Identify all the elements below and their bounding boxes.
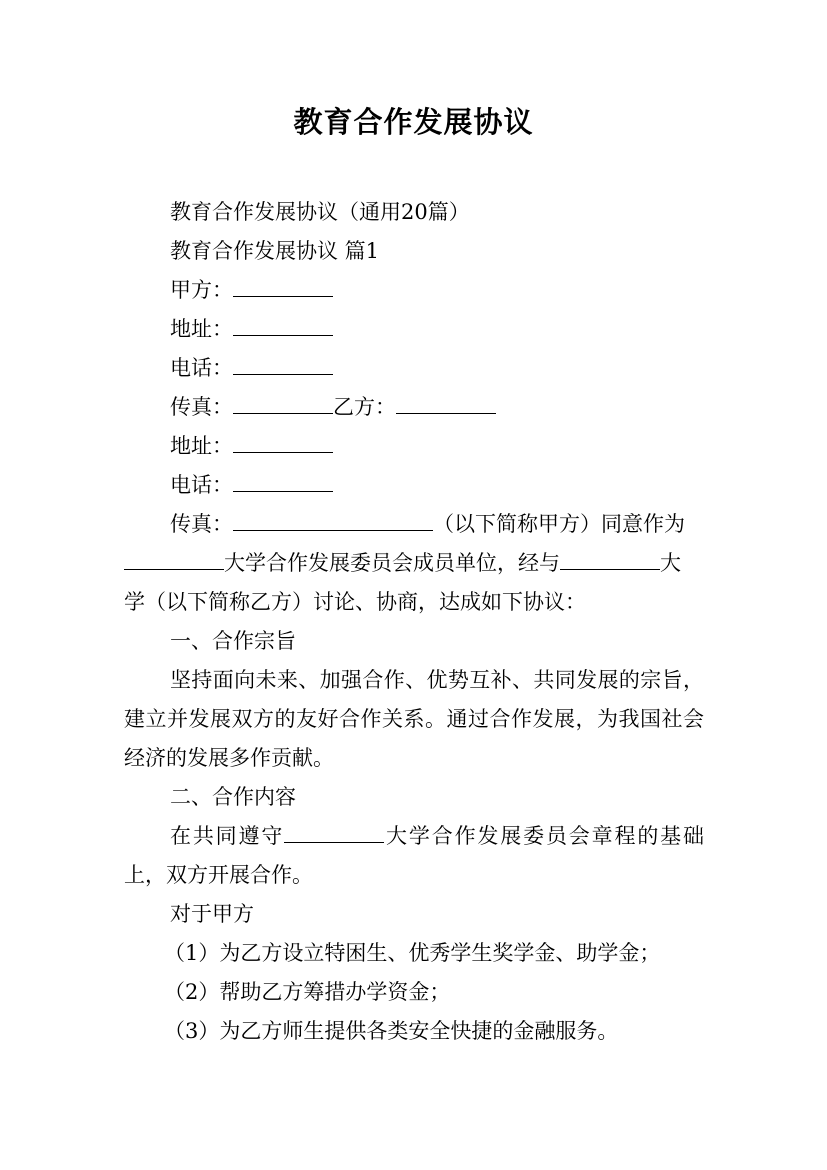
section-1-body: 坚持面向未来、加强合作、优势互补、共同发展的宗旨，建立并发展双方的友好合作关系。通过合作发展，为我国社会经济的发展多作贡献。 (124, 668, 704, 770)
blank-line (560, 547, 660, 570)
member-paragraph-text-a: 大学合作发展委员会成员单位，经与 (224, 551, 560, 575)
member-paragraph-text-b: 大 (660, 551, 681, 575)
section-2-body (124, 817, 704, 895)
doc-subtitle: 教育合作发展协议（通用20篇） (170, 200, 470, 224)
blank-line (233, 352, 333, 375)
list-item-1: （1）为乙方设立特困生、优秀学生奖学金、助学金； (164, 941, 661, 965)
phone-a-line (124, 349, 704, 388)
blank-line (233, 508, 433, 531)
party-a-label: 甲方： (170, 278, 233, 302)
party-b-label: 乙方： (333, 395, 396, 419)
member-paragraph-line2: 学（以下简称乙方）讨论、协商，达成如下协议： (124, 590, 586, 614)
for-party-a-heading: 对于甲方 (170, 902, 254, 926)
member-paragraph-line1 (124, 544, 704, 583)
document-title: 教育合作发展协议 (293, 105, 534, 139)
fax-a-line (124, 388, 704, 427)
address-label: 地址： (170, 434, 233, 458)
address-label: 地址： (170, 317, 233, 341)
list-item-2: （2）帮助乙方筹措办学资金； (164, 980, 451, 1004)
section-1-heading: 一、合作宗旨 (170, 629, 296, 653)
fax-b-trailing-text: （以下简称甲方）同意作为 (433, 512, 685, 536)
document-body (124, 193, 704, 1051)
blank-line (396, 391, 496, 414)
blank-line (124, 547, 224, 570)
blank-line (233, 469, 333, 492)
address-b-line (124, 427, 704, 466)
fax-label: 传真： (170, 395, 233, 419)
blank-line (233, 274, 333, 297)
section-2-body-text-a: 在共同遵守 (170, 824, 285, 848)
list-item-3: （3）为乙方师生提供各类安全快捷的金融服务。 (164, 1019, 619, 1043)
address-a-line (124, 310, 704, 349)
party-a-line (124, 271, 704, 310)
phone-b-line (124, 466, 704, 505)
blank-line (233, 430, 333, 453)
section-2-heading: 二、合作内容 (170, 785, 296, 809)
phone-label: 电话： (170, 356, 233, 380)
blank-line (284, 820, 384, 843)
blank-line (233, 391, 333, 414)
fax-label: 传真： (170, 512, 233, 536)
phone-label: 电话： (170, 473, 233, 497)
blank-line (233, 313, 333, 336)
article-heading: 教育合作发展协议 篇1 (170, 239, 380, 263)
section-2-body-text-b: 大学合作发展委员会章程的基础上，双方开展合作。 (124, 824, 705, 887)
fax-b-line (124, 505, 704, 544)
